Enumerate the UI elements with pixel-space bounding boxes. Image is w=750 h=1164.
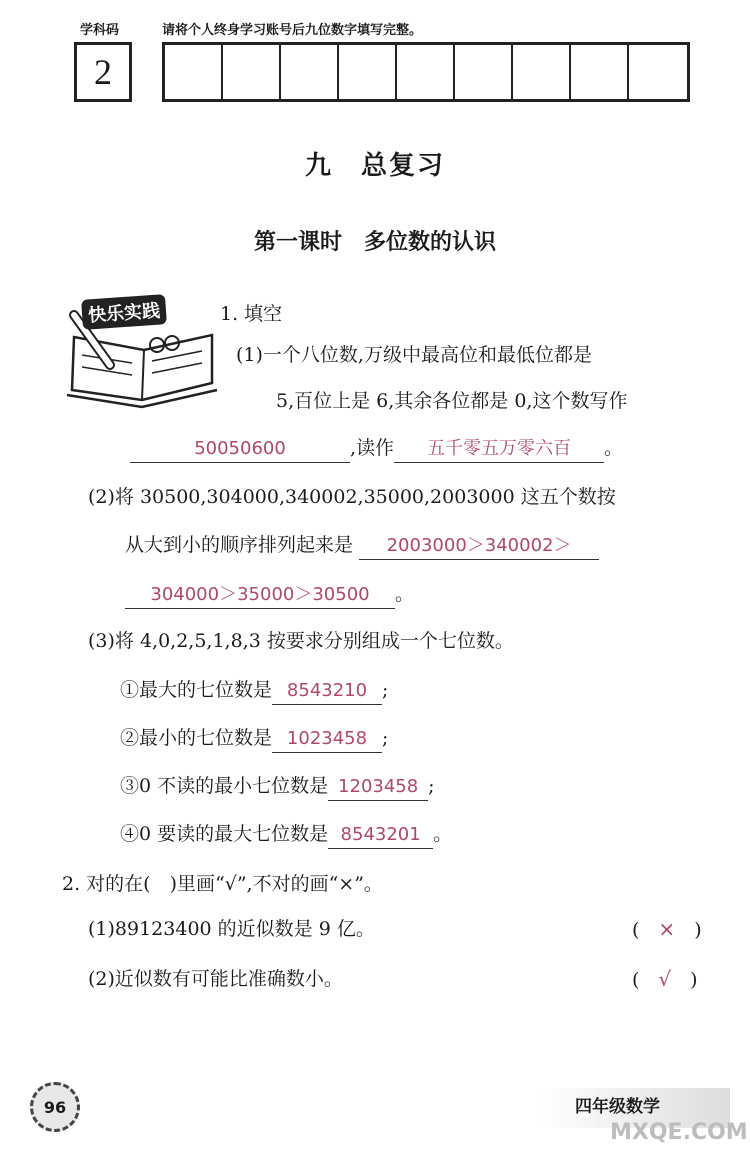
q2-item-2: (2)近似数有可能比准确数小。 bbox=[88, 968, 343, 990]
item-label: ①最大的七位数是 bbox=[120, 679, 273, 701]
item-label: ④0 要读的最大七位数是 bbox=[120, 823, 329, 845]
account-cell[interactable] bbox=[281, 45, 339, 99]
item-label: ②最小的七位数是 bbox=[120, 727, 273, 749]
page-number: 96 bbox=[30, 1082, 80, 1132]
item-end: ; bbox=[382, 679, 389, 701]
q2-item-2-bracket[interactable]: ( √ ) bbox=[632, 967, 698, 991]
q1-p2-answer-b-row bbox=[125, 580, 414, 609]
q1-p1-period: 。 bbox=[604, 437, 624, 459]
item-answer[interactable]: 8543201 bbox=[328, 822, 433, 849]
item-answer[interactable]: 1203458 bbox=[328, 774, 428, 801]
item-answer[interactable]: 8543210 bbox=[272, 678, 382, 705]
q1-p3-line: (3)将 4,0,2,5,1,8,3 按要求分别组成一个七位数。 bbox=[88, 630, 514, 652]
q1-p3-item-1 bbox=[120, 676, 388, 705]
q1-p1-read-label: ,读作 bbox=[350, 437, 395, 459]
q1-p1-answer-read[interactable]: 五千零五万零六百 bbox=[394, 436, 604, 463]
q2-label: 2. 对的在( )里画“√”,不对的画“×”。 bbox=[62, 873, 383, 895]
account-cell[interactable] bbox=[513, 45, 571, 99]
q1-p1-answer-row bbox=[130, 434, 623, 463]
q1-p3-item-3 bbox=[120, 772, 435, 801]
cross-mark: × bbox=[658, 917, 676, 941]
check-mark: √ bbox=[658, 967, 672, 991]
account-cell[interactable] bbox=[165, 45, 223, 99]
subject-code-label: 学科码 bbox=[80, 23, 120, 38]
q1-p1-answer-write[interactable]: 50050600 bbox=[130, 436, 350, 463]
q1-p2-answer-a[interactable]: 2003000＞340002＞ bbox=[359, 533, 599, 560]
item-label: ③0 不读的最小七位数是 bbox=[120, 775, 329, 797]
q1-p2-line2: 从大到小的顺序排列起来是 bbox=[125, 534, 354, 556]
q2-item-1: (1)89123400 的近似数是 9 亿。 bbox=[88, 918, 375, 940]
q1-p2-period: 。 bbox=[395, 583, 415, 605]
account-cell[interactable] bbox=[629, 45, 687, 99]
q2-item-1-bracket[interactable]: ( × ) bbox=[632, 917, 702, 941]
account-number-cells bbox=[162, 42, 690, 102]
account-cell[interactable] bbox=[455, 45, 513, 99]
watermark: MXQE.COM bbox=[610, 1120, 748, 1145]
grade-label: 四年级数学 bbox=[575, 1097, 660, 1117]
q1-p1-line2: 5,百位上是 6,其余各位都是 0,这个数写作 bbox=[276, 390, 628, 412]
q1-p3-item-2 bbox=[120, 724, 388, 753]
practice-badge bbox=[62, 295, 222, 415]
account-instruction: 请将个人终身学习账号后九位数字填写完整。 bbox=[162, 23, 423, 38]
unit-title: 九 总复习 bbox=[304, 151, 445, 181]
account-cell[interactable] bbox=[397, 45, 455, 99]
account-cell[interactable] bbox=[571, 45, 629, 99]
q1-p2-answer-b[interactable]: 304000＞35000＞30500 bbox=[125, 582, 395, 609]
q1-p1-line1: (1)一个八位数,万级中最高位和最低位都是 bbox=[236, 344, 592, 366]
account-cell[interactable] bbox=[339, 45, 397, 99]
q1-p2-line2-row bbox=[125, 531, 599, 560]
badge-label: 快乐实践 bbox=[81, 294, 167, 330]
account-cell[interactable] bbox=[223, 45, 281, 99]
item-end: 。 bbox=[433, 823, 453, 845]
q1-p3-item-4 bbox=[120, 820, 452, 849]
q1-p2-line1: (2)将 30500,304000,340002,35000,2003000 这五个数按 bbox=[88, 486, 616, 508]
item-answer[interactable]: 1023458 bbox=[272, 726, 382, 753]
subject-code-box: 2 bbox=[74, 42, 132, 102]
item-end: ; bbox=[428, 775, 435, 797]
item-end: ; bbox=[382, 727, 389, 749]
lesson-title: 第一课时 多位数的认识 bbox=[253, 230, 496, 255]
q1-label: 1. 填空 bbox=[220, 303, 283, 325]
